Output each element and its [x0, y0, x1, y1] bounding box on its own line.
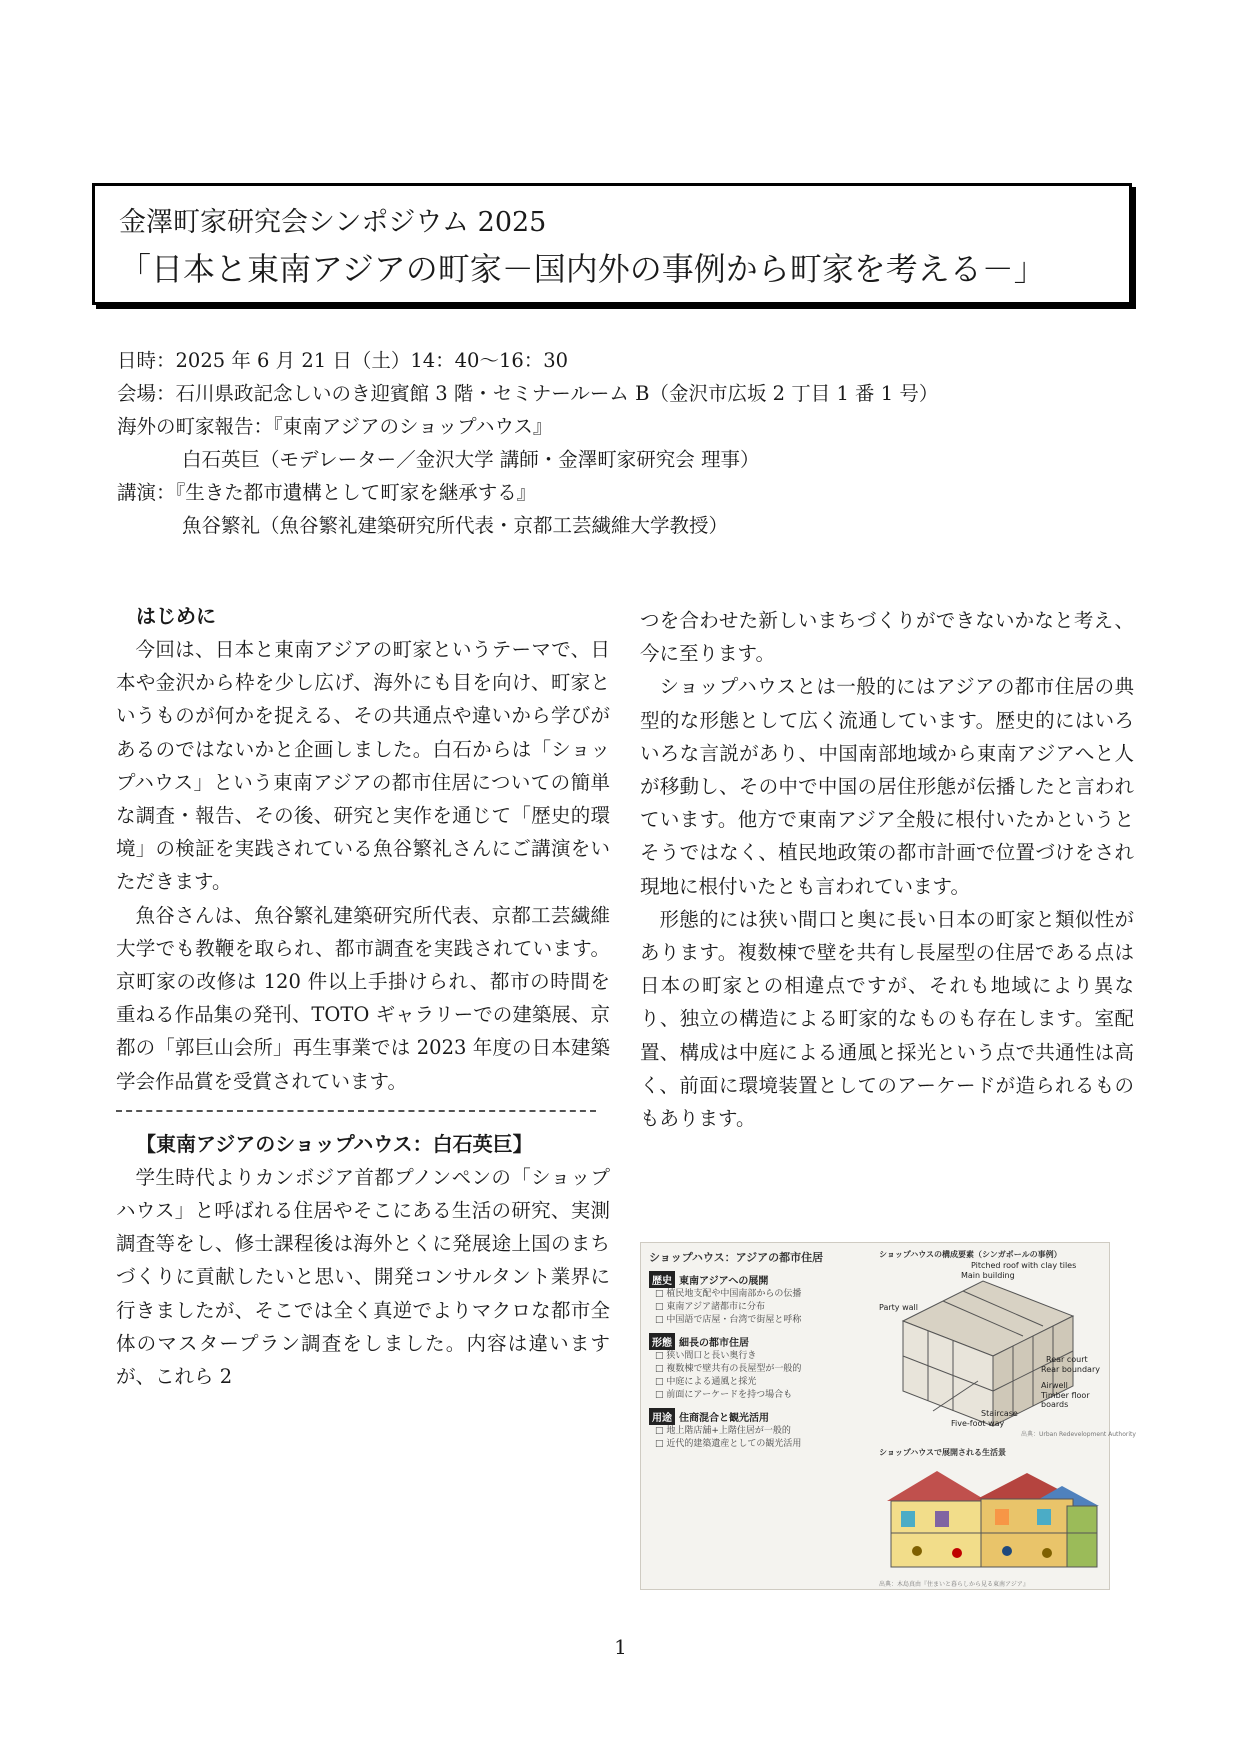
life-scene-credit: 出典：木島真由『住まいと暮らしから見る東南アジア』 [879, 1581, 1029, 1588]
report-title: 海外の町家報告：『東南アジアのショップハウス』 [117, 415, 553, 438]
shophouse-paragraph-1: ショップハウスとは一般的にはアジアの都市住居の典型的な形態として広く流通しています。歴史的にはいろいろな言説があり、中国南部地域から東南アジアへと人が移動し、その中で中国の居住形態が伝播したと言われています。他方で東南アジア全般に根付いたかというとそうではなく、植民地政策の都市計画で位置づけをされ現地に根付いたとも言われています。 [640, 675, 1134, 898]
shophouse-figure [640, 1242, 1136, 1590]
event-date: 日時：2025 年 6 月 21 日（土）14：40～16：30 [117, 349, 569, 372]
event-info [117, 344, 1137, 542]
life-scene-illustration [877, 1461, 1103, 1573]
section-paragraph-1: 学生時代よりカンボジア首都プノンペンの「ショップハウス」と呼ばれる住居やそこにある生活の研究、実測調査等をし、修士課程後は海外とくに発展途上国のまちづくりに貢献したいと思い、開発コンサルタント業界に行きましたが、そこでは全く真逆でよりマクロな都市全体のマスタープラン調査をしました。内容は違いますが、これら 2 [116, 1165, 610, 1389]
section-tag: 形態 [649, 1333, 675, 1350]
figure-section-history [649, 1271, 859, 1327]
section-tag: 歴史 [649, 1271, 675, 1288]
label-airwell: Airwell [1041, 1381, 1068, 1390]
figure-item: □ 東南アジア諸都市に分布 [649, 1301, 859, 1314]
figure-item: □ 地上階店舗+上階住居が一般的 [649, 1425, 859, 1438]
label-roof: Pitched roof with clay tiles [971, 1261, 1077, 1270]
figure-item: □ 狭い間口と長い奥行き [649, 1350, 859, 1363]
label-party-wall: Party wall [879, 1303, 918, 1312]
report-speaker: 白石英巨（モデレーター／金沢大学 講師・金澤町家研究会 理事） [182, 448, 760, 471]
section-tag: 用途 [649, 1408, 675, 1425]
label-staircase: Staircase [981, 1409, 1018, 1418]
intro-paragraph-2: 魚谷さんは、魚谷繁礼建築研究所代表、京都工芸繊維大学でも教鞭を取られ、都市調査を実践されています。京町家の改修は 120 件以上手掛けられ、都市の時間を重ねる作品集の発刊、TOTO ギャラリーでの建築展、京都の「郭巨山会所」再生事業では 2023 年度の日本建築学会作品賞を受賞されています。 [116, 903, 610, 1093]
figure-section-form [649, 1333, 859, 1402]
figure-item: □ 中庭による通風と採光 [649, 1376, 859, 1389]
label-rear-boundary: Rear boundary [1041, 1365, 1100, 1374]
shophouse-paragraph-2: 形態的には狭い間口と奥に長い日本の町家と類似性があります。複数棟で壁を共有し長屋型の住居である点は日本の町家との相違点ですが、それも地域により異なり、独立の構造による町家的なものも存在します。室配置、構成は中庭による通風と採光という点で共通性は高く、前面に環境装置としてのアーケードが造られるものもあります。 [640, 907, 1134, 1131]
label-five-foot-way: Five-foot way [951, 1419, 1005, 1428]
diagram-credit: 出典：Urban Redevelopment Authority [1021, 1431, 1136, 1438]
label-main-building: Main building [961, 1271, 1015, 1280]
intro-heading: はじめに [136, 604, 216, 628]
title-line-2: 「日本と東南アジアの町家－国内外の事例から町家を考える－」 [119, 250, 1046, 288]
figure-item: □ 複数棟で壁共有の長屋型が一般的 [649, 1363, 859, 1376]
event-venue: 会場：石川県政記念しいのき迎賓館 3 階・セミナールーム B（金沢市広坂 2 丁目 1 番 1 号） [117, 382, 939, 405]
lecture-speaker: 魚谷繁礼（魚谷繁礼建築研究所代表・京都工芸繊維大学教授） [182, 514, 729, 537]
right-column [640, 604, 1134, 1135]
figure-title: ショップハウス：アジアの都市住居 [649, 1251, 824, 1264]
figure-summary [649, 1249, 859, 1457]
diagram-title: ショップハウスの構成要素（シンガポールの事例） [879, 1250, 1062, 1259]
figure-item: □ 前面にアーケードを持つ場合も [649, 1389, 859, 1402]
lecture-title: 講演：『生きた都市遺構として町家を継承する』 [117, 481, 537, 504]
figure-item: □ 近代的建築遺産としての観光活用 [649, 1438, 859, 1451]
intro-paragraph-1: 今回は、日本と東南アジアの町家というテーマで、日本や金沢から枠を少し広げ、海外にも目を向け、町家というものが何かを捉える、その共通点や違いから学びがあるのではないかと企画しました。白石からは「ショップハウス」という東南アジアの都市住居についての簡単な調査・報告、その後、研究と実作を通じて「歴史的環境」の検証を実践されている魚谷繁礼さんにご講演をいただきます。 [116, 638, 610, 894]
left-column [116, 600, 610, 1393]
figure-section-use [649, 1408, 859, 1451]
title-box [92, 183, 1132, 305]
section-divider [116, 1110, 596, 1112]
label-timber-floor: Timber floor boards [1041, 1391, 1090, 1409]
continued-paragraph: つを合わせた新しいまちづくりができないかなと考え、今に至ります。 [640, 609, 1134, 666]
section-heading: 細長の都市住居 [679, 1338, 749, 1349]
figure-item: □ 植民地支配や中国南部からの伝播 [649, 1288, 859, 1301]
life-scene-title: ショップハウスで展開される生活景 [879, 1448, 1006, 1457]
section-heading: 住商混合と観光活用 [679, 1413, 769, 1424]
section-heading: 東南アジアへの展開 [679, 1276, 769, 1287]
section-heading: 【東南アジアのショップハウス：白石英巨】 [136, 1131, 533, 1156]
title-line-1: 金澤町家研究会シンポジウム 2025 [119, 207, 547, 238]
page-number: 1 [614, 1635, 627, 1659]
figure-item: □ 中国語で店屋・台湾で街屋と呼称 [649, 1314, 859, 1327]
label-rear-court: Rear court [1046, 1355, 1088, 1364]
